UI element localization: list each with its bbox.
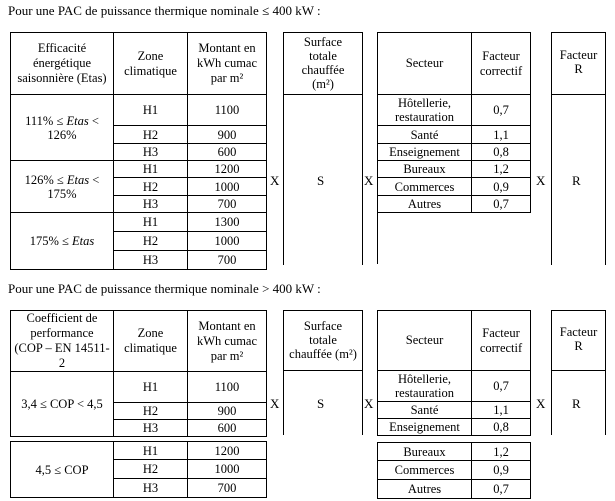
group-label: 126% ≤ Etas < 175%: [11, 161, 114, 213]
sector-name: Hôtellerie, restauration: [378, 95, 472, 126]
sector-name: Autres: [378, 196, 472, 213]
r-factor-box: Facteur R: [551, 310, 606, 435]
sector-factor: 0,7: [472, 95, 531, 126]
header-zone: Zone climatique: [114, 33, 188, 95]
group-label: 3,4 ≤ COP < 4,5: [11, 372, 114, 437]
header-zone: Zone climatique: [114, 311, 188, 372]
sector-name: Enseignement: [378, 144, 472, 161]
table2-main: [10, 310, 267, 437]
times-sign: X: [270, 173, 280, 188]
sector-name: Commerces: [378, 461, 472, 480]
zone-cell: H1: [114, 161, 188, 178]
surface-value: S: [317, 396, 325, 411]
sector-factor: 0,7: [472, 196, 531, 213]
surface-value: S: [317, 173, 325, 188]
zone-cell: H1: [114, 372, 188, 403]
sector-name: Bureaux: [378, 443, 472, 461]
amount-cell: 600: [188, 420, 267, 437]
amount-cell: 1000: [188, 460, 267, 479]
amount-cell: 900: [188, 403, 267, 420]
amount-cell: 700: [188, 251, 267, 270]
amount-cell: 1000: [188, 232, 267, 251]
group-label: 4,5 ≤ COP: [11, 442, 114, 498]
sector-factor: 1,1: [472, 126, 531, 144]
zone-cell: H1: [114, 442, 188, 460]
sector-factor: 0,7: [472, 371, 531, 402]
zone-cell: H1: [114, 95, 188, 126]
times-sign: X: [270, 396, 280, 411]
sector-name: Autres: [378, 480, 472, 499]
zone-cell: H3: [114, 251, 188, 270]
header-amount: Montant en kWh cumac par m²: [188, 33, 267, 95]
amount-cell: 1200: [188, 161, 267, 178]
amount-cell: 900: [188, 126, 267, 144]
amount-cell: 600: [188, 144, 267, 161]
times-sign: X: [536, 396, 546, 411]
sector-name: Santé: [378, 126, 472, 144]
group-label: 111% ≤ Etas < 126%: [11, 95, 114, 161]
sector-factor: 0,9: [472, 461, 531, 480]
amount-cell: 1100: [188, 372, 267, 403]
zone-cell: H2: [114, 126, 188, 144]
sector-factor: 1,2: [472, 443, 531, 461]
zone-cell: H2: [114, 403, 188, 420]
table2-sectors-upper: [377, 310, 531, 436]
table2-caption: Pour une PAC de puissance thermique nominale > 400 kW :: [8, 281, 321, 296]
zone-cell: H2: [114, 460, 188, 479]
sector-factor: 0,8: [472, 144, 531, 161]
sector-factor: 0,7: [472, 480, 531, 499]
zone-cell: H3: [114, 196, 188, 213]
r-value: R: [572, 396, 581, 411]
sector-factor: 0,9: [472, 178, 531, 196]
sector-factor: 1,1: [472, 402, 531, 419]
amount-cell: 700: [188, 479, 267, 498]
group-label: 175% ≤ Etas: [11, 213, 114, 270]
sector-name: Commerces: [378, 178, 472, 196]
sector-factor: 0,8: [472, 419, 531, 436]
header-sector: Secteur: [378, 33, 472, 95]
header-factor: Facteur correctif: [472, 311, 531, 371]
header-amount: Montant en kWh cumac par m²: [188, 311, 267, 372]
r-factor-box: Facteur R: [551, 32, 606, 265]
times-sign: X: [364, 173, 374, 188]
times-sign: X: [364, 396, 374, 411]
zone-cell: H3: [114, 420, 188, 437]
surface-box: Surface totale chauffée (m²): [283, 32, 363, 265]
sector-name: Hôtellerie, restauration: [378, 371, 472, 402]
table1-sectors: [377, 32, 531, 213]
zone-cell: H1: [114, 213, 188, 232]
zone-cell: H2: [114, 232, 188, 251]
surface-box: Surface totale chauffée (m²): [283, 310, 363, 435]
amount-cell: 700: [188, 196, 267, 213]
table1-caption: Pour une PAC de puissance thermique nominale ≤ 400 kW :: [8, 3, 321, 18]
table1-main: [10, 32, 267, 270]
header-factor: Facteur correctif: [472, 33, 531, 95]
header-sector: Secteur: [378, 311, 472, 371]
table2-sectors-lower: [377, 442, 531, 499]
amount-cell: 1300: [188, 213, 267, 232]
amount-cell: 1000: [188, 178, 267, 196]
sector-name: Enseignement: [378, 419, 472, 436]
zone-cell: H3: [114, 479, 188, 498]
r-value: R: [572, 173, 581, 188]
zone-cell: H3: [114, 144, 188, 161]
table2-main-lower: [10, 441, 267, 498]
sector-name: Santé: [378, 402, 472, 419]
header-cop: Coefficient de performance (COP – EN 14511- 2: [11, 311, 114, 372]
amount-cell: 1100: [188, 95, 267, 126]
header-efficiency: Efficacité énergétique saisonnière (Etas): [11, 33, 114, 95]
sector-factor: 1,2: [472, 161, 531, 178]
zone-cell: H2: [114, 178, 188, 196]
times-sign: X: [536, 173, 546, 188]
sector-name: Bureaux: [378, 161, 472, 178]
amount-cell: 1200: [188, 442, 267, 460]
